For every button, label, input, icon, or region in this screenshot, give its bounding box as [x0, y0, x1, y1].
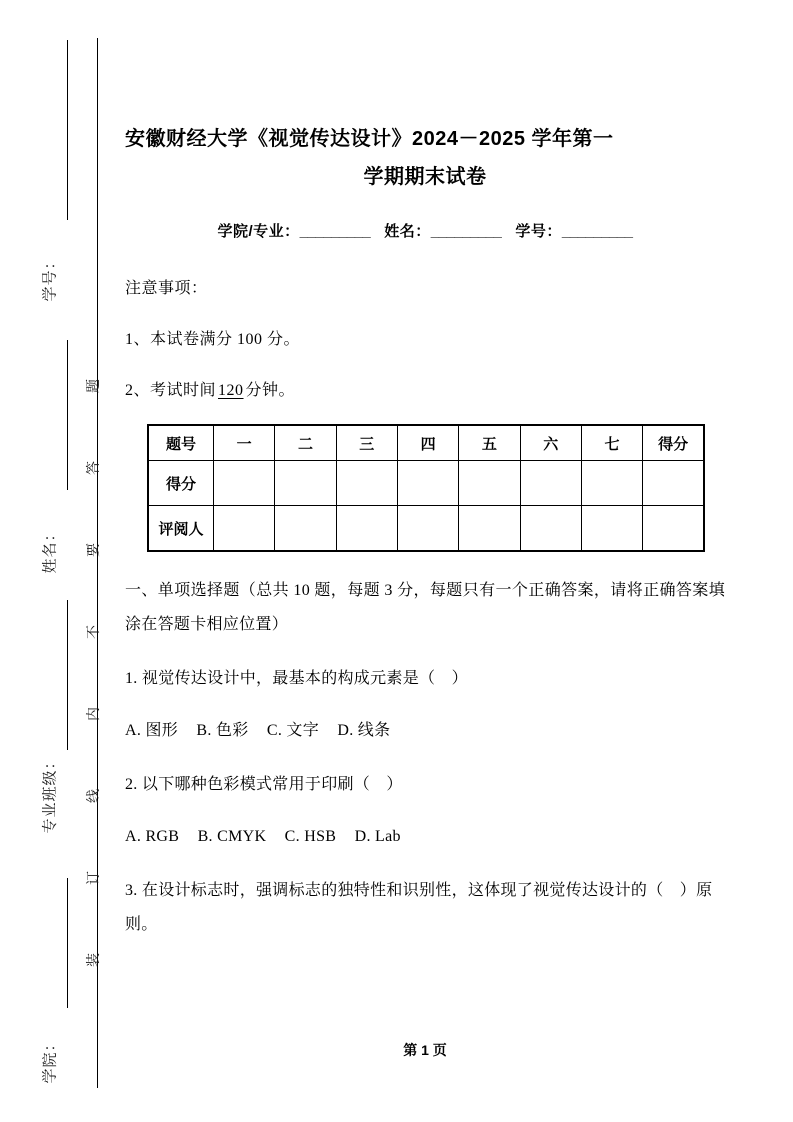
college-major-blank[interactable]: _________: [299, 223, 371, 240]
option-a[interactable]: A. 图形: [125, 722, 179, 739]
binding-label-college: 学院：: [42, 1035, 59, 1084]
table-header-cell: 一: [214, 425, 275, 461]
table-cell[interactable]: [336, 506, 397, 552]
binding-seal-char: 内: [87, 707, 102, 721]
student-info-line: [125, 220, 725, 241]
page-title-line2: 学期期末试卷: [363, 166, 487, 188]
binding-margin: [0, 0, 110, 1122]
notice-item-2-suffix: 分钟。: [245, 382, 296, 399]
question-2-options: [125, 820, 725, 854]
table-row-header: [148, 425, 704, 461]
option-d[interactable]: D. 线条: [337, 722, 391, 739]
binding-seal-char: 装: [87, 953, 102, 967]
question-2: 2. 以下哪种色彩模式常用于印刷（ ）: [125, 776, 403, 793]
exam-content: [125, 0, 725, 1122]
binding-label-student-id: 学号：: [42, 253, 59, 302]
binding-seal-char: 要: [87, 543, 102, 557]
table-header-cell: 四: [397, 425, 458, 461]
page-footer: 第 1 页: [403, 1042, 447, 1058]
binding-seal-line-column: [84, 345, 106, 1001]
page-title-line1: 安徽财经大学《视觉传达设计》2024－2025 学年第一: [125, 128, 614, 150]
student-id-blank[interactable]: _________: [561, 223, 633, 240]
question-1-options: [125, 714, 725, 748]
question-3: 3. 在设计标志时，强调标志的独特性和识别性，这体现了视觉传达设计的（ ）原则。: [125, 882, 713, 933]
table-row: [148, 461, 704, 506]
table-header-cell: 题号: [148, 425, 214, 461]
notice-heading: 注意事项：: [125, 280, 208, 297]
option-b[interactable]: B. CMYK: [197, 828, 267, 845]
table-header-cell: 七: [581, 425, 642, 461]
score-table-wrapper: [147, 424, 705, 552]
table-cell[interactable]: [214, 461, 275, 506]
table-header-cell: 二: [275, 425, 336, 461]
binding-seal-char: 题: [87, 379, 102, 393]
score-table: [147, 424, 705, 552]
table-cell[interactable]: [581, 506, 642, 552]
college-major-label: 学院/专业：: [217, 223, 300, 240]
notice-item-1: 1、本试卷满分 100 分。: [125, 331, 301, 348]
binding-rule-segment: [67, 40, 68, 220]
page-title: [125, 0, 725, 196]
table-cell[interactable]: [459, 461, 520, 506]
table-header-cell: 六: [520, 425, 581, 461]
binding-label-class: 专业班级：: [42, 753, 59, 834]
table-cell[interactable]: [459, 506, 520, 552]
table-header-cell: 三: [336, 425, 397, 461]
table-cell[interactable]: [520, 461, 581, 506]
option-d[interactable]: D. Lab: [354, 828, 401, 845]
table-cell[interactable]: [520, 506, 581, 552]
name-label: 姓名：: [384, 223, 431, 240]
exam-duration-value: 120: [218, 382, 244, 399]
binding-seal-char: 答: [87, 461, 102, 475]
student-id-label: 学号：: [515, 223, 562, 240]
table-header-cell: 五: [459, 425, 520, 461]
option-c[interactable]: C. 文字: [266, 722, 320, 739]
binding-seal-char: 线: [87, 789, 102, 803]
binding-seal-char: 订: [87, 871, 102, 885]
option-c[interactable]: C. HSB: [284, 828, 337, 845]
table-row-label: 得分: [148, 461, 214, 506]
table-header-cell: 得分: [643, 425, 704, 461]
option-a[interactable]: A. RGB: [125, 828, 180, 845]
table-cell[interactable]: [214, 506, 275, 552]
option-b[interactable]: B. 色彩: [196, 722, 249, 739]
section-heading-1: 一、单项选择题（总共 10 题，每题 3 分，每题只有一个正确答案，请将正确答案填涂在答题卡相应位置）: [125, 582, 725, 633]
binding-label-name: 姓名：: [42, 525, 59, 574]
binding-seal-char: 不: [87, 625, 102, 639]
table-cell[interactable]: [397, 461, 458, 506]
name-blank[interactable]: _________: [430, 223, 502, 240]
question-1: 1. 视觉传达设计中，最基本的构成元素是（ ）: [125, 670, 468, 687]
table-cell[interactable]: [275, 506, 336, 552]
binding-rule-segment: [67, 878, 68, 1008]
table-row: [148, 506, 704, 552]
notice-item-2: [125, 377, 725, 400]
table-cell[interactable]: [643, 461, 704, 506]
table-cell[interactable]: [581, 461, 642, 506]
notice-item-2-prefix: 2、考试时间: [125, 382, 217, 399]
table-cell[interactable]: [275, 461, 336, 506]
table-row-label: 评阅人: [148, 506, 214, 552]
table-cell[interactable]: [643, 506, 704, 552]
table-cell[interactable]: [397, 506, 458, 552]
table-cell[interactable]: [336, 461, 397, 506]
